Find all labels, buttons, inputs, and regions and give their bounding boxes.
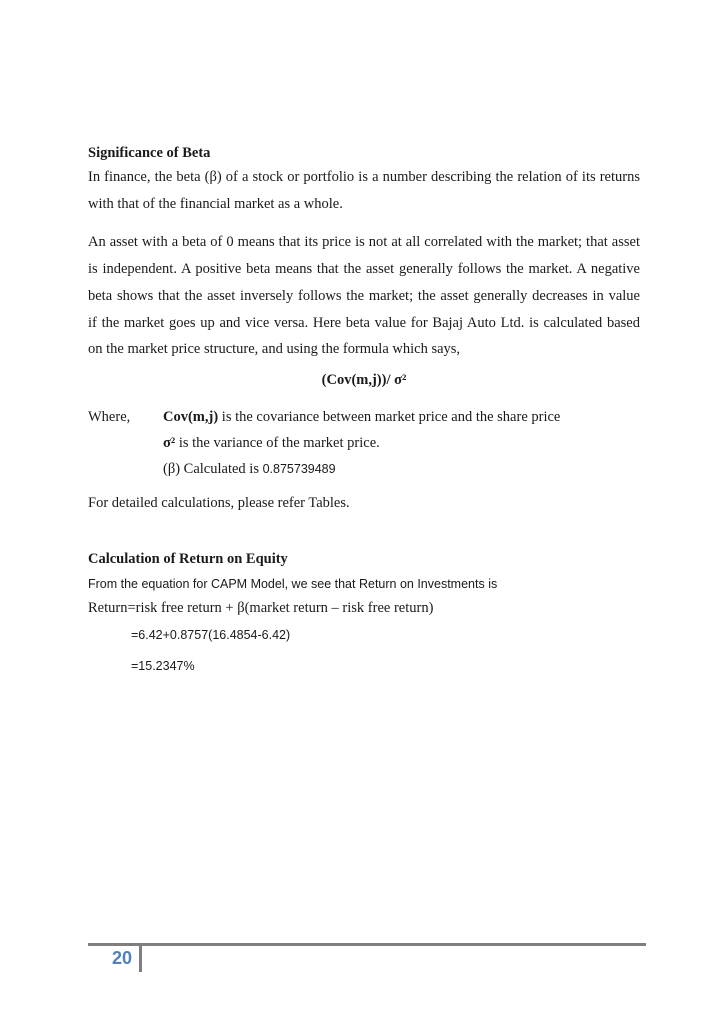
footer-divider (88, 943, 646, 946)
where-label: Where, (88, 409, 131, 425)
definition-term: Cov(m,j) (163, 409, 219, 425)
paragraph-line: beta shows that the asset inversely follows the market; the asset generally decreases in value (88, 288, 640, 304)
definition-text: is the variance of the market price. (175, 435, 380, 451)
calculation-step: =6.42+0.8757(16.4854-6.42) (131, 628, 291, 642)
page-number-separator (139, 946, 142, 972)
section-heading-beta: Significance of Beta (88, 145, 211, 161)
section-heading-roe: Calculation of Return on Equity (88, 551, 288, 567)
beta-formula: (Cov(m,j))/ σ² (321, 372, 407, 388)
capm-equation: Return=risk free return + β(market return – risk free return) (88, 600, 434, 616)
paragraph-line: In finance, the beta (β) of a stock or portfolio is a number describing the relation of its returns (88, 169, 640, 185)
paragraph-line: if the market goes up and vice versa. Here beta value for Bajaj Auto Ltd. is calculated based (88, 315, 640, 331)
tables-note: For detailed calculations, please refer Tables. (88, 495, 350, 511)
paragraph-line: is independent. A positive beta means that the asset generally follows the market. A negative (88, 261, 640, 277)
definition-text: is the covariance between market price and the share price (218, 409, 561, 425)
definition-text: (β) Calculated is (163, 461, 263, 477)
beta-calculated (163, 460, 643, 478)
definition-covariance (163, 408, 643, 426)
page-number: 20 (112, 948, 133, 968)
definition-term: σ² (163, 435, 176, 451)
capm-intro: From the equation for CAPM Model, we see that Return on Investments is (88, 577, 498, 591)
beta-value: 0.875739489 (262, 462, 336, 476)
paragraph-line: on the market price structure, and using the formula which says, (88, 341, 461, 357)
definition-variance (163, 434, 643, 452)
paragraph-line: with that of the financial market as a whole. (88, 196, 343, 212)
calculation-result: =15.2347% (131, 659, 195, 673)
paragraph-line: An asset with a beta of 0 means that its price is not at all correlated with the market; that asset (88, 234, 640, 250)
